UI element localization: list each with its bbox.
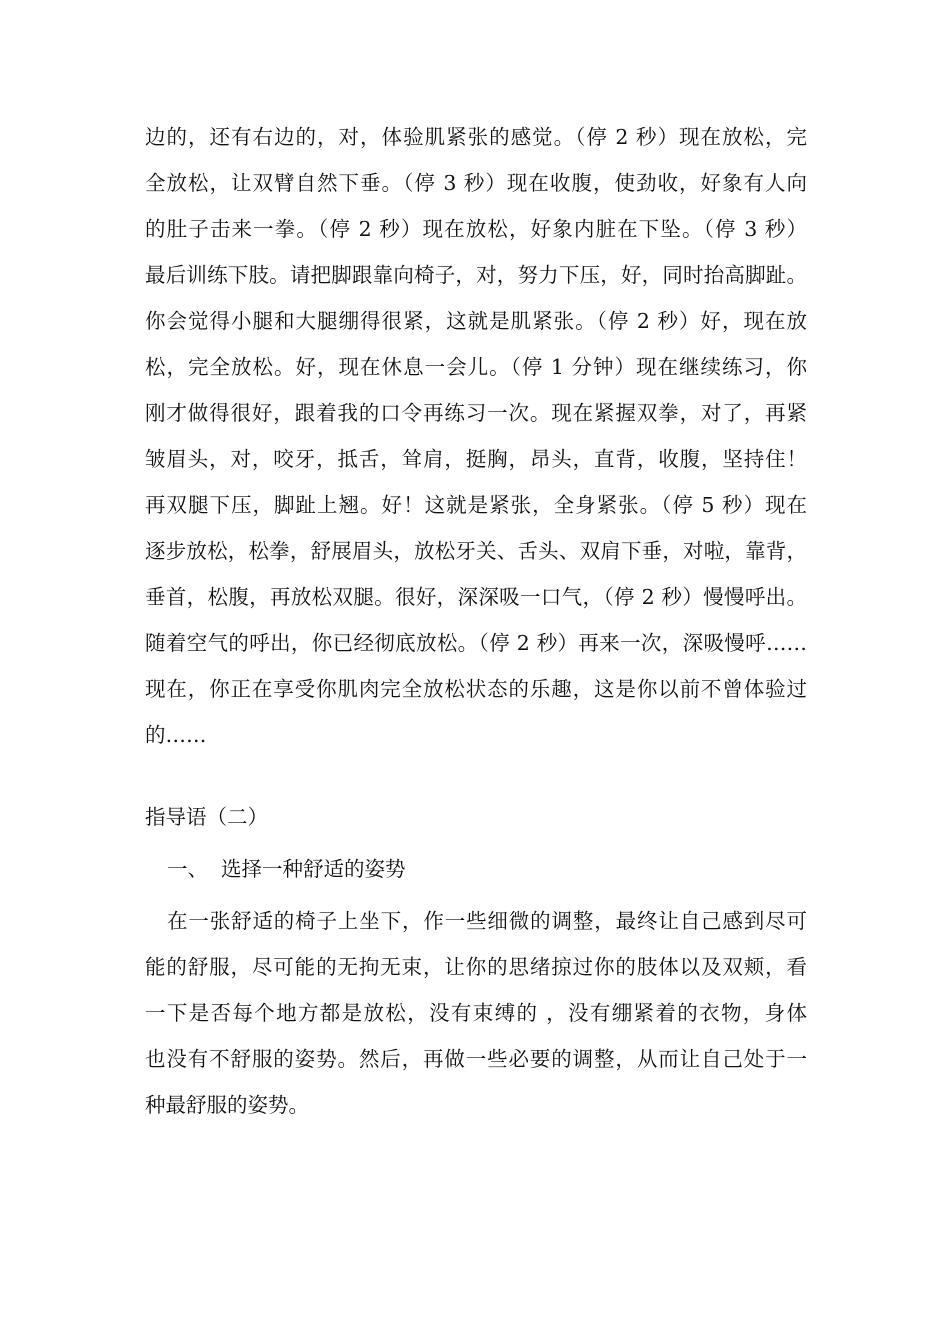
text-line: 的肚子击来一拳。（停 2 秒）现在放松，好象内脏在下坠。（停 3 秒） xyxy=(145,217,807,241)
text-line: 皱眉头，对，咬牙，抵舌，耸肩，挺胸，昂头，直背，收腹，坚持住！ xyxy=(145,447,807,471)
text-line: 也没有不舒服的姿势。然后，再做一些必要的调整，从而让自己处于一 xyxy=(145,1047,807,1071)
section-heading: 指导语（二） xyxy=(145,805,268,829)
text-line: 边的，还有右边的，对，体验肌紧张的感觉。（停 2 秒）现在放松，完 xyxy=(145,125,807,149)
text-line: 松，完全放松。好，现在休息一会儿。（停 1 分钟）现在继续练习，你 xyxy=(145,355,807,379)
text-line: 现在，你正在享受你肌肉完全放松状态的乐趣，这是你以前不曾体验过 xyxy=(145,677,807,701)
text-line: 能的舒服，尽可能的无拘无束，让你的思绪掠过你的肢体以及双颊，看 xyxy=(145,955,807,979)
text-line: 垂首，松腹，再放松双腿。很好，深深吸一口气，（停 2 秒）慢慢呼出。 xyxy=(145,585,807,609)
paragraph-posture-instructions xyxy=(145,898,807,1128)
text-line: 一下是否每个地方都是放松，没有束缚的 ，没有绷紧着的衣物，身体 xyxy=(145,1001,807,1025)
text-line: 逐步放松，松拳，舒展眉头，放松牙关、舌头、双肩下垂，对啦，靠背， xyxy=(145,539,807,563)
document-page xyxy=(145,114,807,1128)
text-line: 随着空气的呼出，你已经彻底放松。（停 2 秒）再来一次，深吸慢呼…… xyxy=(145,631,807,655)
spacer xyxy=(145,758,807,794)
text-line: 你会觉得小腿和大腿绷得很紧，这就是肌紧张。（停 2 秒）好，现在放 xyxy=(145,309,807,333)
paragraph-relaxation-instructions xyxy=(145,114,807,758)
text-line: 在一张舒适的椅子上坐下，作一些细微的调整，最终让自己感到尽可 xyxy=(167,909,807,933)
text-line: 的…… xyxy=(145,723,207,747)
text-line: 种最舒服的姿势。 xyxy=(145,1093,309,1117)
text-line: 刚才做得很好，跟着我的口令再练习一次。现在紧握双拳，对了，再紧 xyxy=(145,401,807,425)
text-line: 全放松，让双臂自然下垂。（停 3 秒）现在收腹，使劲收，好象有人向 xyxy=(145,171,807,195)
subsection-heading: 一、 选择一种舒适的姿势 xyxy=(167,857,406,881)
text-line: 最后训练下肢。请把脚跟靠向椅子，对，努力下压，好，同时抬高脚趾。 xyxy=(145,263,807,287)
text-line: 再双腿下压，脚趾上翘。好！这就是紧张，全身紧张。（停 5 秒）现在 xyxy=(145,493,807,517)
